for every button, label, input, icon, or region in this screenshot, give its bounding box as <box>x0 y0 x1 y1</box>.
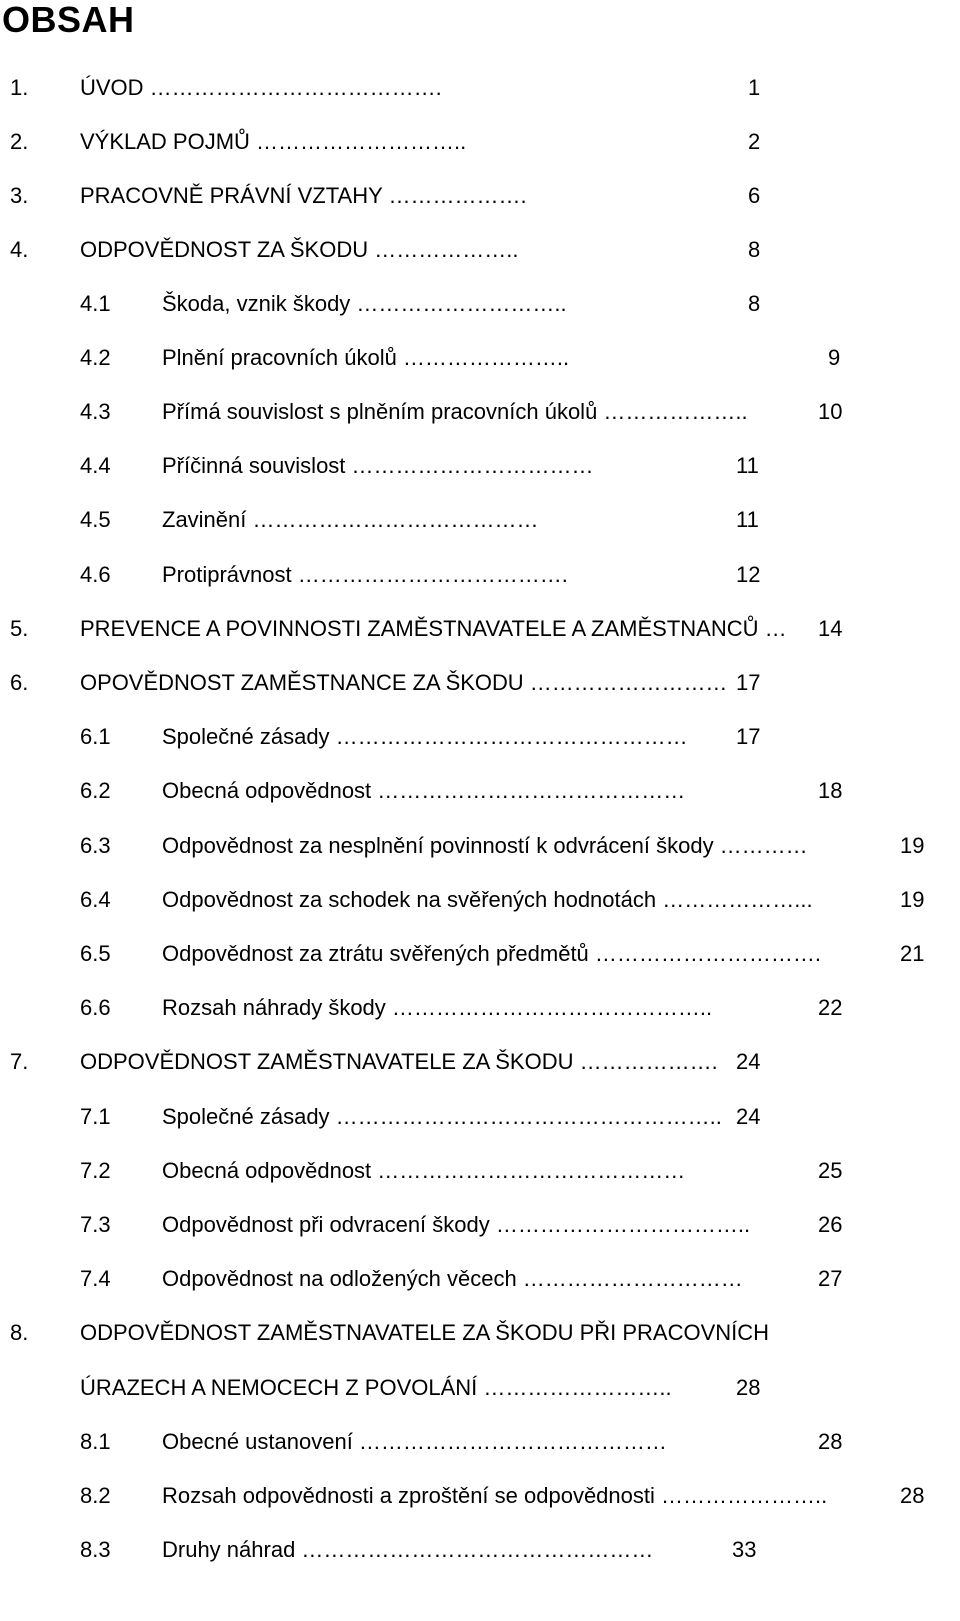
toc-entry[interactable] <box>0 1207 960 1243</box>
toc-entry-title: Přímá souvislost s plněním pracovních úkolů ……………….. <box>162 399 748 424</box>
toc-entry-number: 2. <box>10 129 29 154</box>
toc-entry[interactable] <box>0 936 960 972</box>
toc-entry-title: Protiprávnost ………………………………. <box>162 562 568 587</box>
toc-entry[interactable] <box>0 719 960 755</box>
toc-entry-page-number: 8 <box>748 237 761 262</box>
toc-entry-page-number: 14 <box>818 616 843 641</box>
toc-entry-title: Společné zásady ………………………………………… <box>162 724 688 749</box>
toc-entry-title: Zavinění ………………………………… <box>162 507 539 532</box>
toc-entry[interactable] <box>0 1153 960 1189</box>
toc-entry-page-number: 27 <box>818 1266 843 1291</box>
toc-entry-title: Odpovědnost za nesplnění povinností k odvrácení škody ………… <box>162 833 808 858</box>
toc-entry[interactable] <box>0 124 960 160</box>
toc-entry[interactable] <box>0 611 960 647</box>
toc-entry-number: 4. <box>10 237 29 262</box>
page-title: OBSAH <box>2 0 135 40</box>
toc-entry-page-number: 28 <box>900 1483 925 1508</box>
toc-entry[interactable] <box>0 1370 960 1406</box>
toc-entry[interactable] <box>0 70 960 106</box>
toc-entry-number: 4.1 <box>80 291 111 316</box>
toc-entry-title: Druhy náhrad ………………………………………… <box>162 1537 654 1562</box>
toc-entry-title: PREVENCE A POVINNOSTI ZAMĚSTNAVATELE A ZAMĚSTNANCŮ … <box>80 616 787 641</box>
toc-entry[interactable] <box>0 557 960 593</box>
toc-entry-page-number: 24 <box>736 1049 761 1074</box>
toc-entry[interactable] <box>0 178 960 214</box>
toc-entry-title: Odpovědnost při odvracení škody …………………………….. <box>162 1212 751 1237</box>
toc-entry-number: 4.2 <box>80 345 111 370</box>
toc-entry-number: 8. <box>10 1320 29 1345</box>
toc-entry[interactable] <box>0 1478 960 1514</box>
toc-entry-number: 6.6 <box>80 995 111 1020</box>
toc-entry[interactable] <box>0 773 960 809</box>
toc-entry-number: 4.4 <box>80 453 111 478</box>
toc-entry[interactable] <box>0 394 960 430</box>
toc-entry-title: ODPOVĚDNOST ZAMĚSTNAVATELE ZA ŠKODU PŘI PRACOVNÍCH <box>80 1320 770 1345</box>
toc-entry-number: 7.4 <box>80 1266 111 1291</box>
toc-entry-page-number: 26 <box>818 1212 843 1237</box>
toc-entry-title: Společné zásady …………………………………………….. <box>162 1104 722 1129</box>
toc-entry-title: Odpovědnost na odložených věcech ………………………… <box>162 1266 743 1291</box>
toc-entry-title: ODPOVĚDNOST ZAMĚSTNAVATELE ZA ŠKODU ………………. <box>80 1049 718 1074</box>
toc-entry[interactable] <box>0 882 960 918</box>
toc-entry-page-number: 11 <box>736 507 759 532</box>
toc-entry-number: 3. <box>10 183 29 208</box>
toc-entry-page-number: 17 <box>736 724 761 749</box>
toc-entry-number: 6.3 <box>80 833 111 858</box>
toc-entry-page-number: 6 <box>748 183 761 208</box>
toc-entry-title: Obecná odpovědnost …………………………………… <box>162 778 686 803</box>
toc-entry-page-number: 12 <box>736 562 761 587</box>
toc-entry[interactable] <box>0 1532 960 1568</box>
toc-entry-title: Plnění pracovních úkolů ………………….. <box>162 345 570 370</box>
toc-entry-number: 6. <box>10 670 29 695</box>
toc-entry[interactable] <box>0 1044 960 1080</box>
toc-entry-number: 6.1 <box>80 724 111 749</box>
toc-entry-title: Odpovědnost za ztrátu svěřených předmětů …………………………. <box>162 941 822 966</box>
toc-entry[interactable] <box>0 340 960 376</box>
toc-entry-title: ODPOVĚDNOST ZA ŠKODU ……………….. <box>80 237 519 262</box>
toc-entry[interactable] <box>0 828 960 864</box>
toc-entry-title: ÚVOD …………………………………. <box>80 75 442 100</box>
toc-entry-number: 7.1 <box>80 1104 111 1129</box>
toc-entry-page-number: 25 <box>818 1158 843 1183</box>
toc-entry-number: 6.2 <box>80 778 111 803</box>
toc-entry[interactable] <box>0 448 960 484</box>
toc-entry[interactable] <box>0 665 960 701</box>
toc-entry-page-number: 2 <box>748 129 761 154</box>
toc-entry-page-number: 21 <box>900 941 925 966</box>
toc-entry-page-number: 33 <box>732 1537 757 1562</box>
toc-entry-page-number: 22 <box>818 995 843 1020</box>
toc-entry-title: Příčinná souvislost …………………………… <box>162 453 594 478</box>
toc-entry-number: 7. <box>10 1049 29 1074</box>
toc-entry[interactable] <box>0 1261 960 1297</box>
toc-entry-page-number: 17 <box>736 670 761 695</box>
toc-entry-page-number: 9 <box>828 345 841 370</box>
toc-entry-title: Obecné ustanovení …………………………………… <box>162 1429 667 1454</box>
toc-entry-page-number: 28 <box>818 1429 843 1454</box>
toc-entry[interactable] <box>0 502 960 538</box>
toc-entry-number: 8.1 <box>80 1429 111 1454</box>
toc-entry-title: VÝKLAD POJMŮ ……………………….. <box>80 129 467 154</box>
toc-entry-number: 7.2 <box>80 1158 111 1183</box>
toc-entry-number: 8.3 <box>80 1537 111 1562</box>
toc-entry-page-number: 19 <box>900 833 925 858</box>
toc-entry-number: 5. <box>10 616 29 641</box>
toc-entry-page-number: 10 <box>818 399 843 424</box>
toc-entry-number: 4.6 <box>80 562 111 587</box>
toc-entry-page-number: 1 <box>748 75 761 100</box>
toc-entry-number: 8.2 <box>80 1483 111 1508</box>
toc-entry[interactable] <box>0 990 960 1026</box>
toc-entry-number: 6.5 <box>80 941 111 966</box>
toc-entry-page-number: 24 <box>736 1104 761 1129</box>
toc-entry-number: 4.3 <box>80 399 111 424</box>
toc-entry-title: Obecná odpovědnost …………………………………… <box>162 1158 686 1183</box>
toc-entry-title: Rozsah náhrady škody …………………………………….. <box>162 995 713 1020</box>
toc-entry-number: 1. <box>10 75 29 100</box>
toc-entry[interactable] <box>0 1424 960 1460</box>
toc-entry-title: Rozsah odpovědnosti a zproštění se odpovědnosti ………………….. <box>162 1483 828 1508</box>
toc-entry-page-number: 28 <box>736 1375 761 1400</box>
toc-entry-number: 6.4 <box>80 887 111 912</box>
toc-entry[interactable] <box>0 1099 960 1135</box>
toc-entry-number: 4.5 <box>80 507 111 532</box>
toc-entry-page-number: 19 <box>900 887 925 912</box>
toc-entry-title: Škoda, vznik škody ……………………….. <box>162 291 567 316</box>
toc-entry[interactable] <box>0 1315 960 1351</box>
toc-entry[interactable] <box>0 286 960 322</box>
toc-entry[interactable] <box>0 232 960 268</box>
toc-entry-page-number: 11 <box>736 453 759 478</box>
toc-entry-title: ÚRAZECH A NEMOCECH Z POVOLÁNÍ …………………….. <box>80 1375 672 1400</box>
toc-entry-title: Odpovědnost za schodek na svěřených hodnotách ………………... <box>162 887 813 912</box>
toc-entry-title: PRACOVNĚ PRÁVNÍ VZTAHY ………………. <box>80 183 527 208</box>
toc-entry-page-number: 18 <box>818 778 843 803</box>
toc-entry-page-number: 8 <box>748 291 761 316</box>
toc-entry-number: 7.3 <box>80 1212 111 1237</box>
toc-entry-title: OPOVĚDNOST ZAMĚSTNANCE ZA ŠKODU ……………………… <box>80 670 728 695</box>
